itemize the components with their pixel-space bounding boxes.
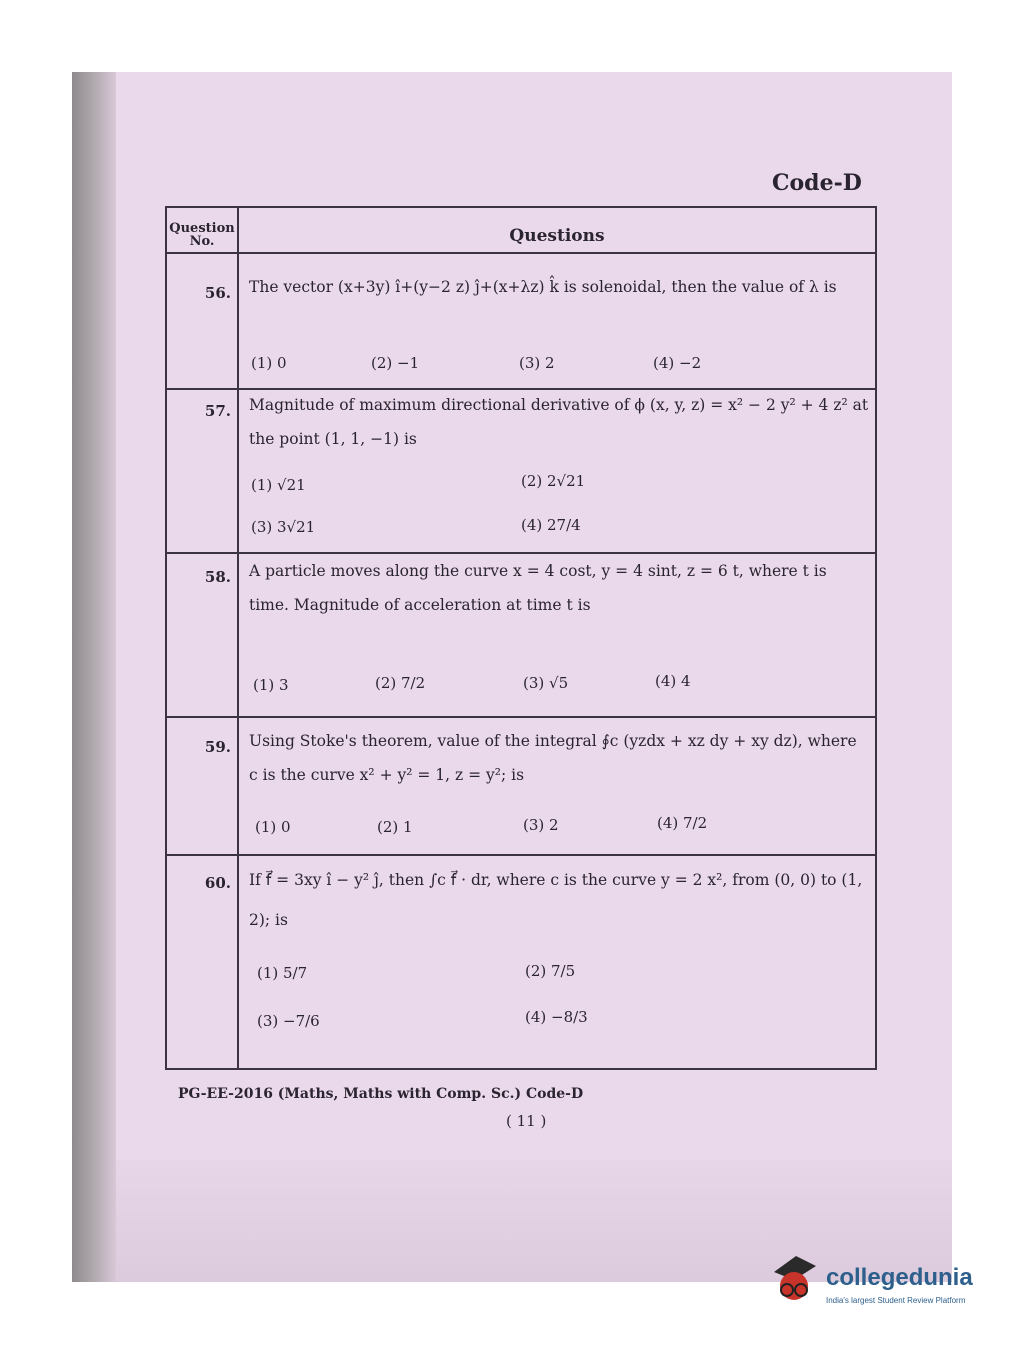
row-divider (167, 716, 875, 718)
option: (4) 7/2 (657, 814, 708, 832)
question-text: Magnitude of maximum directional derivative of ϕ (x, y, z) = x² − 2 y² + 4 z² at the point (1, 1, −1) is (249, 396, 869, 448)
page-number: ( 11 ) (506, 1112, 547, 1130)
header-divider (167, 252, 875, 254)
question-number: 58. (204, 568, 231, 586)
option: (2) −1 (371, 354, 420, 372)
header-questions: Questions (509, 226, 605, 246)
row-divider (167, 854, 875, 856)
question-number: 56. (204, 284, 231, 302)
logo-name: collegedunia (826, 1264, 973, 1291)
question-text: Using Stoke's theorem, value of the integral ∮c (yzdx + xz dy + xy dz), where c is the curve x² + y² = 1, z = y²; is (249, 732, 857, 784)
column-divider (237, 208, 239, 1068)
question-number: 59. (204, 738, 231, 756)
option: (4) −8/3 (525, 1008, 588, 1026)
option: (1) √21 (251, 476, 306, 494)
question-text: If f⃗ = 3xy î − y² ĵ, then ∫c f⃗ · dr, where c is the curve y = 2 x², from (0, 0) to (1, 2); is (249, 871, 863, 929)
option: (1) 0 (255, 818, 291, 836)
option: (2) 1 (377, 818, 413, 836)
option: (3) 2 (523, 816, 559, 834)
mascot-icon (770, 1250, 820, 1310)
option: (1) 3 (253, 676, 289, 694)
option: (3) 3√21 (251, 518, 316, 536)
option: (3) −7/6 (257, 1012, 320, 1030)
question-number: 60. (204, 874, 231, 892)
logo-tagline: India's largest Student Review Platform (826, 1296, 966, 1305)
question-number: 57. (204, 402, 231, 420)
option: (4) 4 (655, 672, 691, 690)
collegedunia-logo (770, 1250, 1000, 1310)
option: (4) −2 (653, 354, 702, 372)
header-question-no: Question No. (169, 221, 235, 249)
question-text: The vector (x+3y) î+(y−2 z) ĵ+(x+λz) k̂ is solenoidal, then the value of λ is (249, 278, 837, 296)
option: (1) 0 (251, 354, 287, 372)
questions-table (165, 206, 877, 1070)
question-text: A particle moves along the curve x = 4 cost, y = 4 sint, z = 6 t, where t is time. Magnitude of acceleration at time t is (249, 562, 827, 614)
option: (2) 7/2 (375, 674, 426, 692)
paper-code: Code-D (772, 170, 862, 196)
option: (2) 2√21 (521, 472, 586, 490)
option: (1) 5/7 (257, 964, 308, 982)
option: (4) 27/4 (521, 516, 581, 534)
scan-edge (72, 72, 116, 1282)
footer-title: PG-EE-2016 (Maths, Maths with Comp. Sc.) Code-D (178, 1086, 584, 1102)
option: (3) √5 (523, 674, 569, 692)
option: (3) 2 (519, 354, 555, 372)
option: (2) 7/5 (525, 962, 576, 980)
